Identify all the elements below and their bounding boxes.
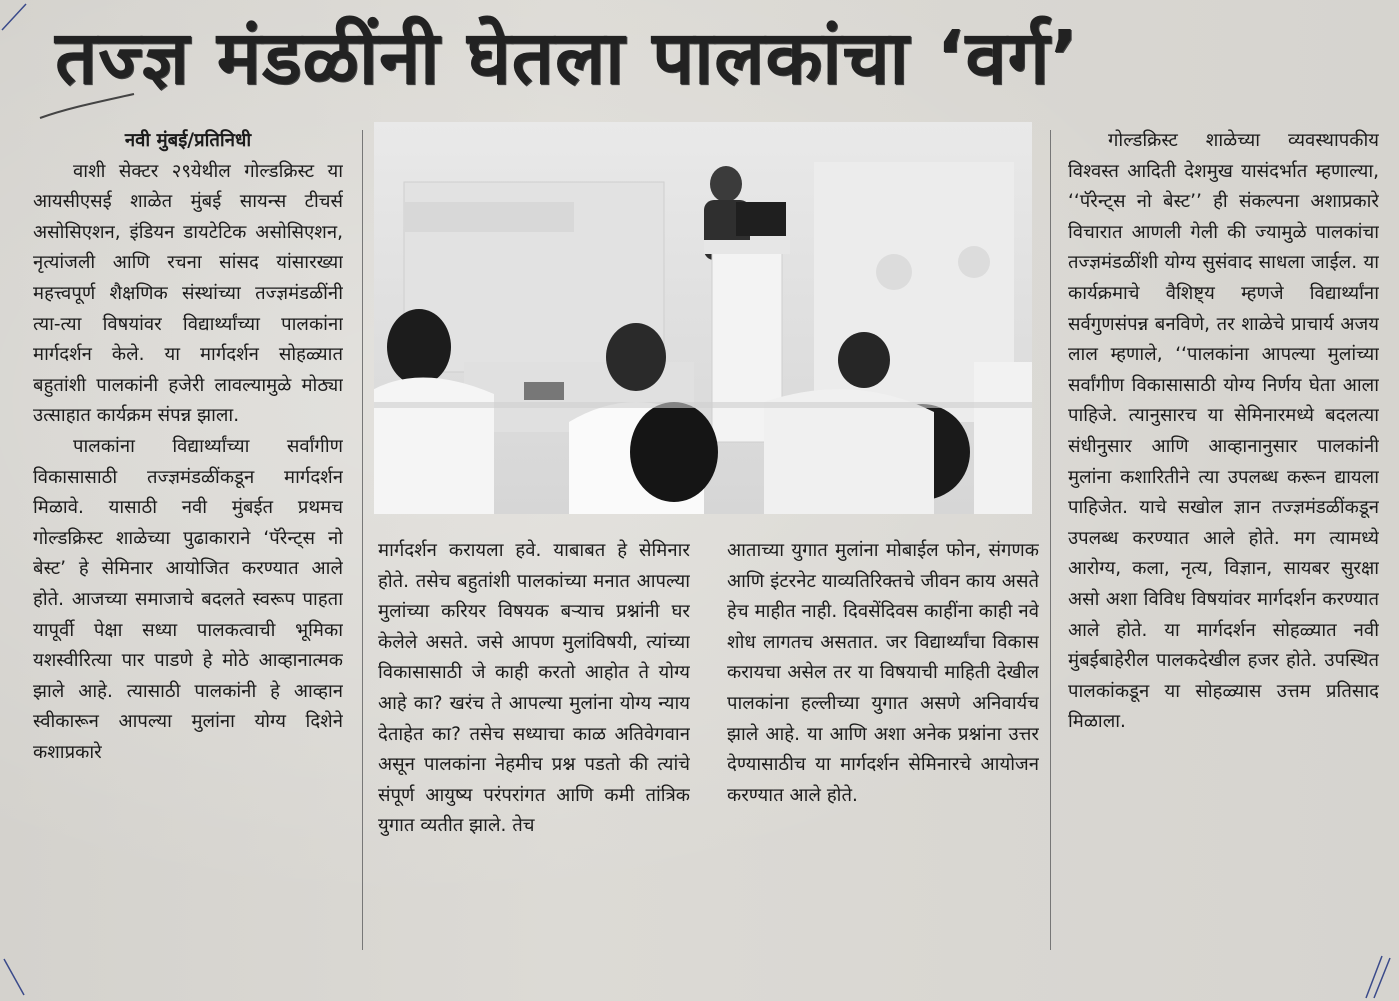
pen-scratch-mark [38, 88, 138, 128]
column-4-paragraph: गोल्डक्रिस्ट शाळेच्या व्यवस्थापकीय विश्वस्त आदिती देशमुख यासंदर्भात म्हणाल्या, ‘‘पॅरेन्ट्स नो बेस्ट’’ ही संकल्पना अशाप्रकारे विचारात आणली गेली की ज्यामुळे पालकांचा तज्ज्ञमंडळींशी योग्य सुसंवाद साधला जाईल. या कार्यक्रमाचे वैशिष्ट्य म्हणजे विद्यार्थ्यांना सर्वगुणसंपन्न बनविणे, तर शाळेचे प्राचार्य अजय लाल म्हणाले, ‘‘पालकांना आपल्या मुलांच्या सर्वांगीण विकासासाठी योग्य निर्णय घेता आला पाहिजे. त्यानुसारच या सेमिनारमध्ये बदलत्या संधीनुसार आणि आव्हानानुसार पालकांनी मुलांना कशारितीने त्या उपलब्ध करून द्यायला पाहिजेत. याचे सखोल ज्ञान तज्ज्ञमंडळींकडून उपलब्ध करण्यात आले होते. मग त्यामध्ये आरोग्य, कला, नृत्य, विज्ञान, सायबर सुरक्षा असो अशा विविध विषयांवर मार्गदर्शन करण्यात आले होते. या मार्गदर्शन सोहळ्यात नवी मुंबईबाहेरील पालकदेखील हजर होते. उपस्थित पालकांकडून या सोहळ्यास उत्तम प्रतिसाद मिळाला. [1068, 130, 1379, 733]
corner-scratch-bottom-right [1360, 950, 1399, 1001]
corner-scratch-bottom-left [0, 955, 40, 1001]
article-column-1 [33, 126, 343, 956]
byline: नवी मुंबई/प्रतिनिधी [124, 130, 252, 151]
article-column-3 [727, 536, 1039, 956]
corner-scratch-top-left [0, 0, 40, 40]
column-1-paragraph-2: पालकांना विद्यार्थ्यांच्या सर्वांगीण विकासासाठी तज्ज्ञमंडळींकडून मार्गदर्शन मिळावे. यासाठी नवी मुंबईत प्रथमच गोल्डक्रिस्ट शाळेच्या पुढाकाराने ‘पॅरेन्ट्स नो बेस्ट’ हे सेमिनार आयोजित करण्यात आले होते. आजच्या समाजाचे बदलते स्वरूप पाहता यापूर्वी पेक्षा सध्या पालकत्वाची भूमिका यशस्वीरित्या पार पाडणे हे मोठे आव्हानात्मक झाले आहे. त्यासाठी पालकांनी हे आव्हान स्वीकारून आपल्या मुलांना योग्य दिशेने कशाप्रकारे [33, 435, 343, 763]
article-column-4 [1068, 126, 1379, 956]
column-divider [1050, 130, 1051, 950]
column-3-paragraph: आताच्या युगात मुलांना मोबाईल फोन, संगणक आणि इंटरनेट याव्यतिरिक्तचे जीवन काय असते हेच माहीत नाही. दिवसेंदिवस काहींना काही नवे शोध लागतच असतात. जर विद्यार्थ्यांचा विकास करायचा असेल तर या विषयाची माहिती देखील पालकांना हल्लीच्या युगात असणे अनिवार्यच झाले आहे. या आणि अशा अनेक प्रश्नांना उत्तर देण्यासाठीच या मार्गदर्शन सेमिनारचे आयोजन करण्यात आले होते. [727, 540, 1039, 806]
headline: तज्ज्ञ मंडळींनी घेतला पालकांचा ‘वर्ग’ [55, 15, 1080, 101]
column-2-paragraph: मार्गदर्शन करायला हवे. याबाबत हे सेमिनार होते. तसेच बहुतांशी पालकांच्या मनात आपल्या मुलांच्या करियर विषयक बऱ्याच प्रश्नांनी घर केलेले असते. जसे आपण मुलांविषयी, त्यांच्या विकासासाठी जे काही करतो आहोत ते योग्य आहे का? खरंच ते आपल्या मुलांना योग्य न्याय देताहेत का? तसेच सध्याचा काळ अतिवेगवान असून पालकांना नेहमीच प्रश्न पडतो की त्यांचे संपूर्ण आयुष्य परंपरांगत आणि कमी तांत्रिक युगात व्यतीत झाले. तेच [378, 540, 690, 837]
column-divider [362, 130, 363, 950]
article-column-2 [378, 536, 690, 956]
seminar-photo [374, 122, 1032, 514]
column-1-paragraph-1: वाशी सेक्टर २९येथील गोल्डक्रिस्ट या आयसीएसई शाळेत मुंबई सायन्स टीचर्स असोसिएशन, इंडियन डायटेटिक असोसिएशन, नृत्यांजली आणि रचना सांसद यांसारख्या महत्त्वपूर्ण शैक्षणिक संस्थांच्या तज्ज्ञमंडळींनी त्या-त्या विषयांवर विद्यार्थ्यांच्या पालकांना मार्गदर्शन केले. या मार्गदर्शन सोहळ्यात बहुतांशी पालकांनी हजेरी लावल्यामुळे मोठ्या उत्साहात कार्यक्रम संपन्न झाला. [33, 160, 343, 427]
